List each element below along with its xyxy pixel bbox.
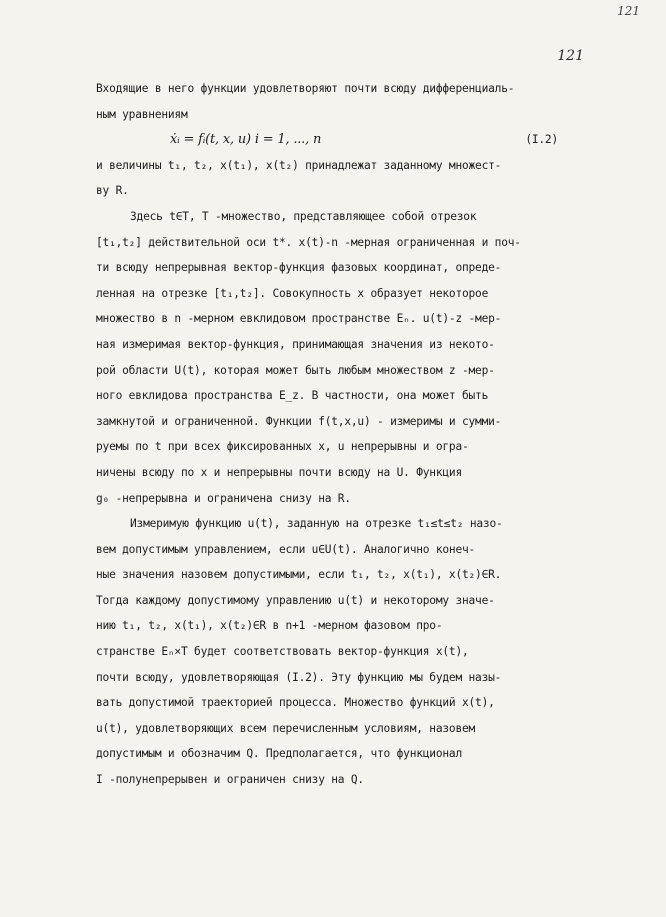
text-line: замкнутой и ограниченной. Функции f(t,x,u) - измеримы и сумми- (96, 414, 502, 428)
text-line: Входящие в него функции удовлетворяют почти всюду дифференциаль- (96, 82, 515, 95)
text-line: рой области U(t), которая может быть любым множеством z -мер- (96, 363, 495, 377)
text-line: ву R. (96, 184, 129, 198)
equation-line (96, 127, 576, 153)
equation-formula: ẋᵢ = fᵢ(t, x, u) i = 1, ..., n (170, 132, 322, 148)
text-line: вать допустимой траекторией процесса. Множество функций x(t), (96, 696, 495, 710)
text-line: u(t), удовлетворяющих всем перечисленным условиям, назовем (96, 721, 476, 735)
text-line: ти всюду непрерывная вектор-функция фазовых координат, опреде- (96, 261, 502, 275)
text-line: странстве Eₙ×T будет соответствовать вектор-функция x(t), (96, 645, 469, 659)
equation-number: (I.2) (525, 133, 558, 147)
text-line: вем допустимым управлением, если u∈U(t). Аналогично конеч- (96, 542, 476, 556)
archive-stamp: 121 (617, 4, 640, 18)
text-line: ные значения назовем допустимыми, если t₁, t₂, x(t₁), x(t₂)∈R. (96, 568, 502, 582)
text-line: допустимым и обозначим Q. Предполагается, что функционал (96, 747, 462, 761)
body-text (96, 76, 576, 793)
page-number: 121 (557, 48, 584, 64)
text-line: и величины t₁, t₂, x(t₁), x(t₂) принадлежат заданному множест- (96, 158, 502, 172)
text-line: Тогда каждому допустимому управлению u(t) и некоторому значе- (96, 593, 495, 607)
text-line: руемы по t при всех фиксированных x, u непрерывны и огра- (96, 440, 469, 454)
text-line: I -полунепрерывен и ограничен снизу на Q. (96, 773, 364, 787)
text-line: Измеримую функцию u(t), заданную на отрезке t₁≤t≤t₂ назо- (130, 517, 503, 531)
text-line: ничены всюду по x и непрерывны почти всюду на U. Функция (96, 465, 462, 479)
text-line: ленная на отрезке [t₁,t₂]. Совокупность x образует некоторое (96, 286, 489, 300)
text-line: Здесь t∈T, T -множество, представляющее собой отрезок (130, 209, 477, 223)
text-line: ного евклидова пространства E_z. В частности, она может быть (96, 389, 489, 403)
text-line: g₀ -непрерывна и ограничена снизу на R. (96, 491, 351, 505)
text-line: почти всюду, удовлетворяющая (I.2). Эту функцию мы будем назы- (96, 670, 502, 684)
text-line: [t₁,t₂] действительной оси t*. x(t)-n -мерная ограниченная и поч- (96, 235, 521, 249)
text-line: ная измеримая вектор-функция, принимающая значения из некото- (96, 337, 495, 351)
text-line: ным уравнениям (96, 107, 188, 121)
text-line: нию t₁, t₂, x(t₁), x(t₂)∈R в n+1 -мерном фазовом про- (96, 619, 443, 633)
text-line: множество в n -мерном евклидовом пространстве Eₙ. u(t)-z -мер- (96, 312, 502, 326)
